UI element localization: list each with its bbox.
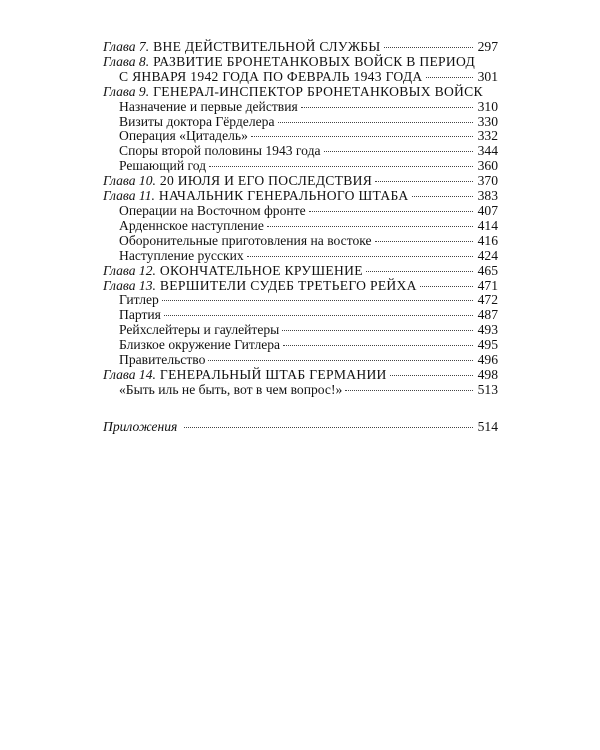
toc-subentry — [103, 159, 498, 174]
entry-title: Операция «Цитадель» — [119, 128, 248, 144]
dot-leader — [283, 345, 473, 346]
page-number: 416 — [477, 232, 498, 248]
dot-leader — [384, 47, 473, 48]
chapter-label: Глава 8. — [103, 53, 150, 69]
page-number: 414 — [477, 217, 498, 233]
dot-leader — [366, 271, 473, 272]
page-number: 301 — [477, 68, 498, 84]
entry-title: ГЕНЕРАЛ-ИНСПЕКТОР БРОНЕТАНКОВЫХ ВОЙСК — [153, 83, 483, 99]
page-number: 495 — [477, 337, 498, 353]
page-number: 297 — [477, 39, 498, 54]
section-gap — [103, 398, 498, 420]
toc-subentry — [103, 338, 498, 353]
entry-title: Визиты доктора Гёрделера — [119, 113, 275, 129]
entry-title: Арденнское наступление — [119, 217, 264, 233]
toc-subentry — [103, 308, 498, 323]
page-number: 493 — [477, 322, 498, 338]
dot-leader — [390, 375, 473, 376]
entry-title: С ЯНВАРЯ 1942 ГОДА ПО ФЕВРАЛЬ 1943 ГОДА — [119, 68, 423, 84]
page-number: 513 — [477, 381, 498, 397]
dot-leader — [282, 330, 473, 331]
toc-subentry — [103, 219, 498, 234]
page-number: 407 — [477, 202, 498, 218]
chapter-label: Глава 7. — [103, 39, 150, 54]
entry-title: 20 ИЮЛЯ И ЕГО ПОСЛЕДСТВИЯ — [159, 173, 373, 189]
entry-title: Рейхслейтеры и гаулейтеры — [119, 322, 280, 338]
entry-title: ГЕНЕРАЛЬНЫЙ ШТАБ ГЕРМАНИИ — [159, 366, 387, 382]
toc-chapter-entry — [103, 55, 498, 70]
dot-leader — [251, 136, 473, 137]
entry-title: ВЕРШИТЕЛИ СУДЕБ ТРЕТЬЕГО РЕЙХА — [159, 277, 417, 293]
toc-chapter-entry — [103, 40, 498, 55]
toc-chapter-entry — [103, 174, 498, 189]
entry-title: ВНЕ ДЕЙСТВИТЕЛЬНОЙ СЛУЖБЫ — [153, 39, 381, 54]
toc-subentry — [103, 115, 498, 130]
page-number: 472 — [477, 292, 498, 308]
toc-subentry — [103, 323, 498, 338]
entry-title: Наступление русских — [119, 247, 244, 263]
chapter-label: Глава 11. — [103, 188, 155, 204]
toc-chapter-entry — [103, 85, 498, 100]
page-number: 471 — [477, 277, 498, 293]
toc-chapter-entry — [103, 189, 498, 204]
toc-subentry — [103, 353, 498, 368]
toc-subentry — [103, 100, 498, 115]
entry-title: Правительство — [119, 352, 206, 368]
chapter-label: Глава 12. — [103, 262, 156, 278]
toc-chapter-entry — [103, 264, 498, 279]
page-number: 330 — [477, 113, 498, 129]
toc-chapter-entry — [103, 279, 498, 294]
page-number: 383 — [477, 188, 498, 204]
page-number: 487 — [477, 307, 498, 323]
page-number: 310 — [477, 98, 498, 114]
chapter-label: Глава 10. — [103, 173, 156, 189]
entry-title: Операции на Восточном фронте — [119, 202, 306, 218]
dot-leader — [375, 241, 473, 242]
entry-title: ОКОНЧАТЕЛЬНОЕ КРУШЕНИЕ — [159, 262, 363, 278]
toc-appendix-entry — [103, 420, 498, 435]
entry-title: РАЗВИТИЕ БРОНЕТАНКОВЫХ ВОЙСК В ПЕРИОД — [153, 53, 476, 69]
dot-leader — [267, 226, 473, 227]
dot-leader — [164, 315, 473, 316]
dot-leader — [420, 286, 473, 287]
dot-leader — [209, 166, 473, 167]
toc-subentry — [103, 293, 498, 308]
toc-subentry — [103, 383, 498, 398]
chapter-label: Глава 9. — [103, 83, 150, 99]
page-number: 332 — [477, 128, 498, 144]
chapter-label: Глава 14. — [103, 366, 156, 382]
entry-title: «Быть иль не быть, вот в чем вопрос!» — [119, 381, 343, 397]
dot-leader — [324, 151, 473, 152]
entry-title: Гитлер — [119, 292, 159, 308]
toc-subentry — [103, 249, 498, 264]
entry-title: Близкое окружение Гитлера — [119, 337, 281, 353]
dot-leader — [247, 256, 473, 257]
page-number: 514 — [477, 418, 498, 434]
page-number: 465 — [477, 262, 498, 278]
dot-leader — [375, 181, 473, 182]
page-number: 370 — [477, 173, 498, 189]
dot-leader — [301, 107, 473, 108]
page-number: 496 — [477, 352, 498, 368]
toc-subentry — [103, 204, 498, 219]
table-of-contents — [103, 40, 498, 435]
dot-leader — [412, 196, 473, 197]
entry-title: Споры второй половины 1943 года — [119, 143, 321, 159]
dot-leader — [345, 390, 473, 391]
toc-chapter-entry — [103, 368, 498, 383]
dot-leader — [426, 77, 473, 78]
page-number: 360 — [477, 158, 498, 174]
entry-title: Партия — [119, 307, 161, 323]
entry-title: НАЧАЛЬНИК ГЕНЕРАЛЬНОГО ШТАБА — [158, 188, 409, 204]
toc-chapter-entry — [103, 70, 498, 85]
dot-leader — [278, 122, 474, 123]
entry-title: Назначение и первые действия — [119, 98, 298, 114]
dot-leader — [309, 211, 473, 212]
entry-title: Решающий год — [119, 158, 207, 174]
toc-subentry — [103, 144, 498, 159]
page-number: 498 — [477, 366, 498, 382]
toc-subentry — [103, 234, 498, 249]
dot-leader — [208, 360, 473, 361]
page-number: 344 — [477, 143, 498, 159]
chapter-label: Приложения — [103, 418, 178, 434]
dot-leader — [184, 427, 473, 428]
chapter-label: Глава 13. — [103, 277, 156, 293]
toc-subentry — [103, 129, 498, 144]
page-number: 424 — [477, 247, 498, 263]
entry-title: Оборонительные приготовления на востоке — [119, 232, 372, 248]
dot-leader — [162, 300, 473, 301]
